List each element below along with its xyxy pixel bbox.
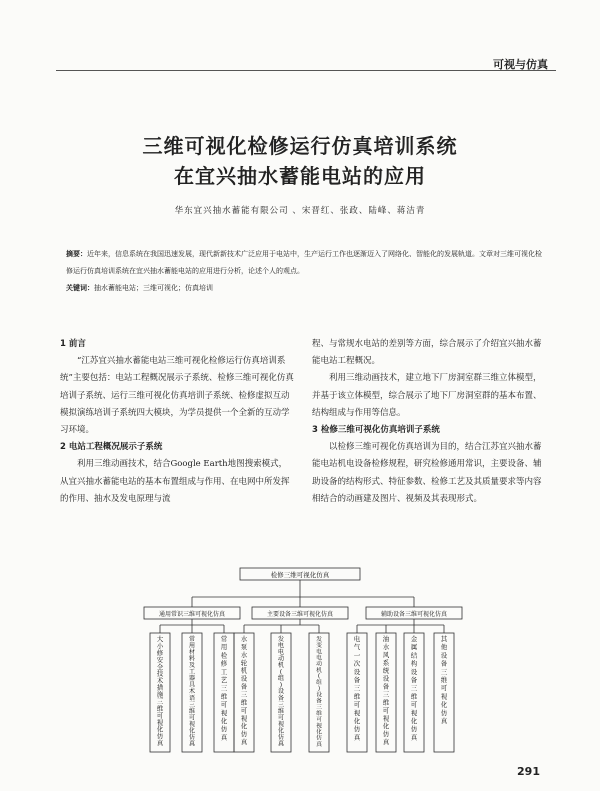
abstract-text: 近年来，信息系统在我国迅速发展，现代新新技术广泛应用于电站中，生产运行工作也逐渐迈入了网络化、智能化的发展轨道。文章对三维可视化检修运行仿真培训系统在宜兴抽水蓄能电站的应用进行分析，论述个人的观点。 <box>66 250 542 275</box>
authors: 华东宜兴抽水蓄能有限公司 、宋晋红、张政、陆峰、蒋洁青 <box>174 206 426 216</box>
diagram-root-label: 检修三维可视化仿真 <box>270 571 330 579</box>
section-3-paragraph: 以检修三维可视化仿真培训为目的，结合江苏宜兴抽水蓄能电站机电设备检修规程，研究检修通用常识，主要设备、辅助设备的结构形式、特征参数、检修工艺及其质量要求等内容相结合的动画建及图片、视频及其表现形式。 <box>312 442 542 504</box>
section-2-paragraph-cont: 程、与常规水电站的差别等方面，综合展示了介绍宜兴抽水蓄能电站工程概况。 <box>312 339 542 367</box>
section-3-heading: 3 检修三维可视化仿真培训子系统 <box>312 425 440 436</box>
diagram-leaf-label: 油水风系统设备三维可视化仿真 <box>382 635 390 747</box>
diagram-leaf-label: 金属结构设备三维可视化仿真 <box>410 635 418 742</box>
section-2-heading: 2 电站工程概况展示子系统 <box>60 442 163 453</box>
section-2-paragraph-2: 利用三维动画技术，建立地下厂房洞室群三维立体模型，并基于该立体模型，综合展示了地下厂房洞室群的基本布置、结构组成与作用等信息。 <box>312 373 542 418</box>
keywords-label: 关键词： <box>66 284 94 292</box>
section-tag: 可视与仿真 <box>493 58 548 71</box>
title-line-2: 在宜兴抽水蓄能电站的应用 <box>174 164 426 188</box>
diagram-leaf-label: 其他设备三维可视化仿真 <box>440 635 448 725</box>
title-line-1: 三维可视化检修运行仿真培训系统 <box>142 134 458 158</box>
diagram-branch-label: 辅助设备三维可视化仿真 <box>380 611 448 618</box>
section-1-heading: 1 前言 <box>60 339 86 349</box>
diagram-branch-label: 通用常识三维可视化仿真 <box>158 611 226 618</box>
diagram-leaf-label: 电气一次设备三维可视化仿真 <box>353 635 361 742</box>
page-number: 291 <box>517 765 540 778</box>
diagram-leaf-label: 大小修安全技术措施三维可视化仿真 <box>156 635 164 748</box>
abstract-label: 摘要： <box>66 250 87 258</box>
diagram-leaf-label: 常用检修工艺三维可视化仿真 <box>220 635 228 742</box>
diagram-leaf-label: 常用材料及工器具术语三维可视化仿真 <box>188 636 196 748</box>
diagram-leaf-label: 发变电电动机(组)设备三维可视化仿真 <box>316 637 322 748</box>
diagram-leaf-label: 水泵水轮机设备三维可视化仿真 <box>240 635 248 747</box>
keywords: 抽水蓄能电站；三维可视化；仿真培训 <box>94 284 213 292</box>
diagram-branch-label: 主要设备三维可视化仿真 <box>266 611 334 618</box>
section-1-paragraph: “江苏宜兴抽水蓄能电站三维可视化检修运行仿真培训系统”主要包括：电站工程概况展示子系统、检修三维可视化仿真培训子系统、运行三维可视化仿真培训子系统、检修虚拟互动模拟演练培训子系统四大模块，为学员提供一个全新的互动学习环境。 <box>60 356 294 436</box>
diagram-leaf-label: 发电电动机(组)设备三维可视化仿真 <box>277 636 285 748</box>
section-2-paragraph: 利用三维动画技术，结合Google Earth地图搜索模式，从宜兴抽水蓄能电站的基本布置组成与作用、在电网中所发挥的作用、抽水及发电原理与流 <box>60 459 290 504</box>
